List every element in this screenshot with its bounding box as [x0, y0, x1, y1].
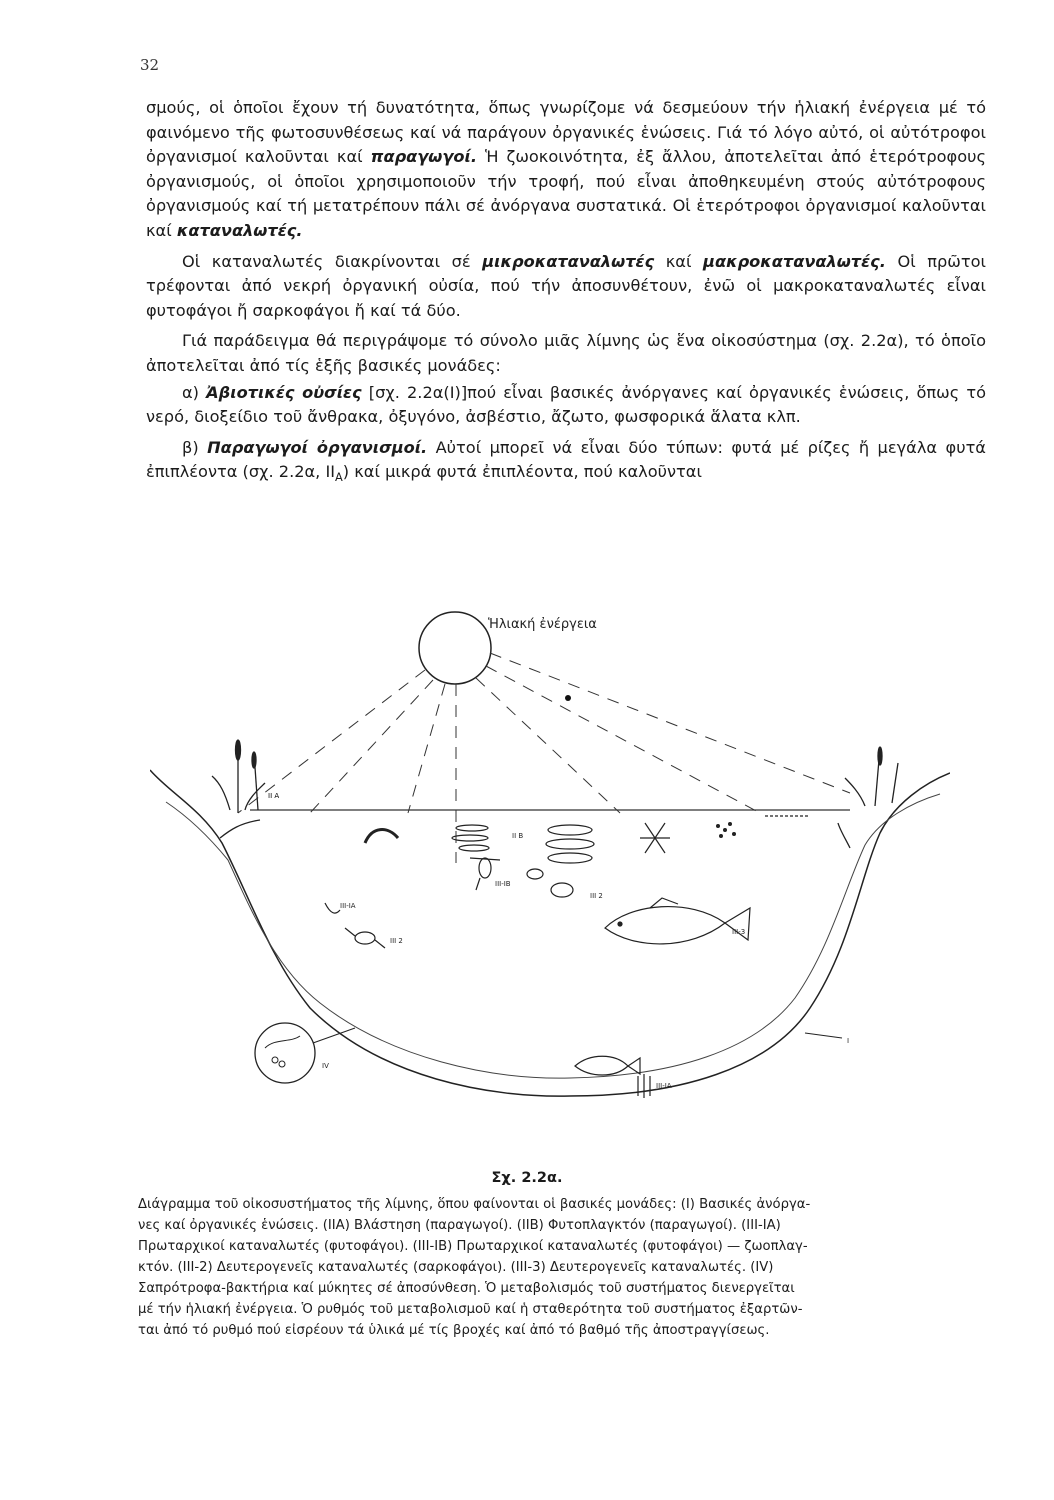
term-consumers: καταναλωτές. — [176, 220, 303, 240]
label-IIIA-bottom: III-IA — [656, 1082, 672, 1090]
text-run: [σχ. 2.2α(Ι)]πού εἶναι βασικές ἀνόργανες καί ὀργανικές ἑνώσεις, ὅπως τό νερό, διοξείδιο τοῦ ἄνθρακα, ὀξυγόνο, ἀσβέστιο, ἄζωτο, φωσφορικά ἅλατα κλπ. — [146, 382, 986, 427]
benthic-organisms — [638, 1074, 650, 1098]
paragraph-micro-macro — [146, 250, 986, 324]
reed-head — [252, 752, 256, 768]
plankton-cell — [459, 845, 489, 851]
caption-line: ται ἀπό τό ρυθμό πού εἰσρέουν τά ὑλικά μέ τίς βροχές καί ἀπό τό βαθμό τῆς ἀποστραγγίσεως. — [138, 1323, 770, 1338]
label-III3: III-3 — [732, 928, 746, 936]
inset-pointer — [313, 1028, 355, 1043]
submerged-plant — [838, 823, 850, 848]
phytoplankton-cells — [452, 825, 594, 863]
sun-label: Ἡλιακή ἐνέργεια — [488, 617, 597, 632]
label-IIIA: III-IA — [340, 902, 356, 910]
sun-ray — [486, 666, 760, 813]
fish-body — [527, 869, 543, 879]
figure-caption — [138, 1194, 988, 1341]
list-item-producers — [146, 436, 986, 490]
plankton-cell — [548, 853, 592, 863]
text-run: ) καί μικρά φυτά ἐπιπλέοντα, πού καλοῦνται — [342, 462, 702, 482]
text-run: Οἱ καταναλωτές διακρίνονται σέ — [182, 251, 483, 271]
reed-head — [236, 740, 241, 760]
insect-leg — [345, 928, 355, 936]
figure-title: Σχ. 2.2α. — [491, 1170, 563, 1186]
lake-ecosystem-diagram — [150, 598, 950, 1178]
reed-leaf — [245, 783, 265, 810]
reed-head — [878, 747, 882, 765]
sun-ray — [310, 680, 433, 813]
plankton-cell — [456, 825, 488, 831]
large-fish — [605, 898, 750, 944]
list-marker: β) — [182, 437, 208, 457]
label-IIA: II A — [268, 792, 280, 800]
reed-leaf — [212, 776, 230, 810]
reeds-right — [838, 747, 898, 848]
list-marker: α) — [182, 382, 207, 402]
label-IIB: II B — [512, 832, 524, 840]
reeds-left — [212, 740, 265, 838]
dot — [723, 828, 727, 832]
bottom-fish — [575, 1056, 640, 1075]
caption-line: νες καί ὀργανικές ἑνώσεις. (ΙΙΑ) Βλάστηση (παραγωγοί). (ΙΙΒ) Φυτοπλαγκτόν (παραγωγοί). (ΙΙΙ-ΙΑ) — [138, 1218, 781, 1233]
bacteria-cluster — [716, 822, 736, 838]
label-III2-left: III 2 — [390, 937, 403, 945]
small-larva — [325, 903, 340, 913]
ray-dot — [565, 695, 571, 701]
submerged-plant — [220, 820, 260, 838]
caption-line: Πρωταρχικοί καταναλωτές (φυτοφάγοι). (ΙΙΙ-ΙΒ) Πρωταρχικοί καταναλωτές (φυτοφάγοι) — ζωοπλαγ- — [138, 1239, 808, 1254]
abiotic-pointer — [805, 1033, 842, 1038]
term-microconsumers: μικροκαταναλωτές — [482, 251, 655, 271]
caption-line: κτόν. (ΙΙΙ-2) Δευτερογενεῖς καταναλωτές (σαρκοφάγοι). (ΙΙΙ-3) Δευτερογενεῖς καταναλωτές. (IV) — [138, 1260, 774, 1275]
term-abiotic: Ἀβιοτικές οὐσίες — [206, 382, 362, 402]
dot — [716, 824, 720, 828]
organisms — [325, 816, 810, 1098]
caption-line: Διάγραμμα τοῦ οἰκοσυστήματος τῆς λίμνης, ὅπου φαίνονται οἱ βασικές μονάδες: (Ι) Βασικές ἀνόργα- — [138, 1197, 811, 1212]
insect-leg — [375, 940, 385, 948]
label-III2-mid: III 2 — [590, 892, 603, 900]
zooplankton-body — [479, 858, 491, 878]
text-run: καί — [654, 251, 704, 271]
star-plankton — [640, 823, 670, 853]
diagram-svg — [150, 598, 950, 1178]
paragraph-lake-example: Γιά παράδειγμα θά περιγράψομε τό σύνολο μιᾶς λίμνης ὡς ἕνα οἰκοσύστημα (σχ. 2.2α), τό ὁποῖο ἀποτελεῖται ἀπό τίς ἑξῆς βασικές μονάδες: — [146, 331, 986, 375]
organism-labels — [322, 832, 849, 1090]
dot — [719, 834, 723, 838]
text-run: Ἡ ζωοκοινότητα, ἐξ ἄλλου, ἀποτελεῖται ἀπό ἑτερότροφους ὀργανισμούς, οἱ ὁποῖοι χρησιμοποιοῦν τήν τροφή, πού εἶναι ἀποθηκευμένη στούς αὐτότροφους ὀργανισμούς καί τή μετατρέπουν πάλι σέ ἀνόργανα συστατικά. Οἱ ἑτερότροφοι ὀργανισμοί καλοῦνται καί — [146, 147, 986, 240]
term-macroconsumers: μακροκαταναλωτές. — [703, 251, 886, 271]
text-run: Αὐτοί μπορεῖ νά εἶναι δύο τύπων: φυτά μέ ρίζες ἤ μεγάλα φυτά ἐπιπλέοντα (σχ. 2.2α, ΙΙ — [146, 437, 986, 482]
plankton-cell — [452, 835, 488, 841]
tail — [476, 878, 480, 890]
label-I: I — [847, 1037, 850, 1045]
decomposer-filament — [265, 1036, 300, 1048]
sun-ray — [408, 684, 445, 813]
label-IIIB: III-IB — [495, 880, 511, 888]
sun — [419, 612, 491, 684]
text-run: Οἱ πρῶτοι τρέφονται ἀπό νεκρή ὀργανική οὐσία, πού τήν ἀποσυνθέτουν, ἐνῶ οἱ μακροκαταναλωτές εἶναι φυτοφάγοι ἤ σαρκοφάγοι ἤ καί τά δύο. — [146, 251, 986, 320]
caption-line: μέ τήν ἡλιακή ἐνέργεια. Ὁ ρυθμός τοῦ μεταβολισμοῦ καί ἡ σταθερότητα τοῦ συστήματος ἐξαρτῶν- — [138, 1302, 803, 1317]
fish-body — [575, 1056, 628, 1075]
body-text — [146, 96, 986, 490]
sun-ray — [238, 670, 425, 813]
reed — [892, 763, 898, 803]
term-producers: παραγωγοί. — [370, 147, 477, 167]
paragraph-producers-consumers — [146, 96, 986, 244]
dot — [732, 832, 736, 836]
term-producer-organisms: Παραγωγοί ὀργανισμοί. — [207, 437, 428, 457]
fish-body — [605, 907, 725, 944]
label-IV: IV — [322, 1062, 329, 1070]
text-run: σμούς, οἱ ὁποῖοι ἔχουν τή δυνατότητα, ὅπως γνωρίζομε νά δεσμεύουν τήν ἡλιακή ἐνέργεια μέ τό φαινόμενο τῆς φωτοσυνθέσεως καί νά παράγουν ὀργανικές ἑνώσεις. Γιά τό λόγο αὐτό, οἱ αὐτότροφοι ὀργανισμοί καλοῦνται καί — [146, 98, 986, 167]
worm — [365, 830, 398, 843]
insect-body — [355, 932, 375, 944]
sun-ray — [490, 653, 850, 793]
plankton-cell — [548, 825, 592, 835]
decomposer-inset — [255, 1023, 315, 1083]
fish-eye — [618, 922, 622, 926]
page-number: 32 — [140, 56, 160, 74]
decomposer-cell — [279, 1061, 285, 1067]
list-item-abiotic — [146, 381, 986, 430]
decomposer-cell — [272, 1057, 278, 1063]
small-fish — [527, 869, 573, 897]
fish-body — [551, 883, 573, 897]
caption-line: Σαπρότροφα-βακτήρια καί μύκητες σέ ἀποσύνθεση. Ὁ μεταβολισμός τοῦ συστήματος διενεργεῖται — [138, 1281, 795, 1296]
sun-ray — [476, 678, 620, 813]
sun-rays — [238, 653, 850, 863]
plankton-cell — [546, 839, 594, 849]
dot — [728, 822, 732, 826]
subscript: Α — [335, 470, 343, 485]
fish-tail — [628, 1058, 640, 1074]
